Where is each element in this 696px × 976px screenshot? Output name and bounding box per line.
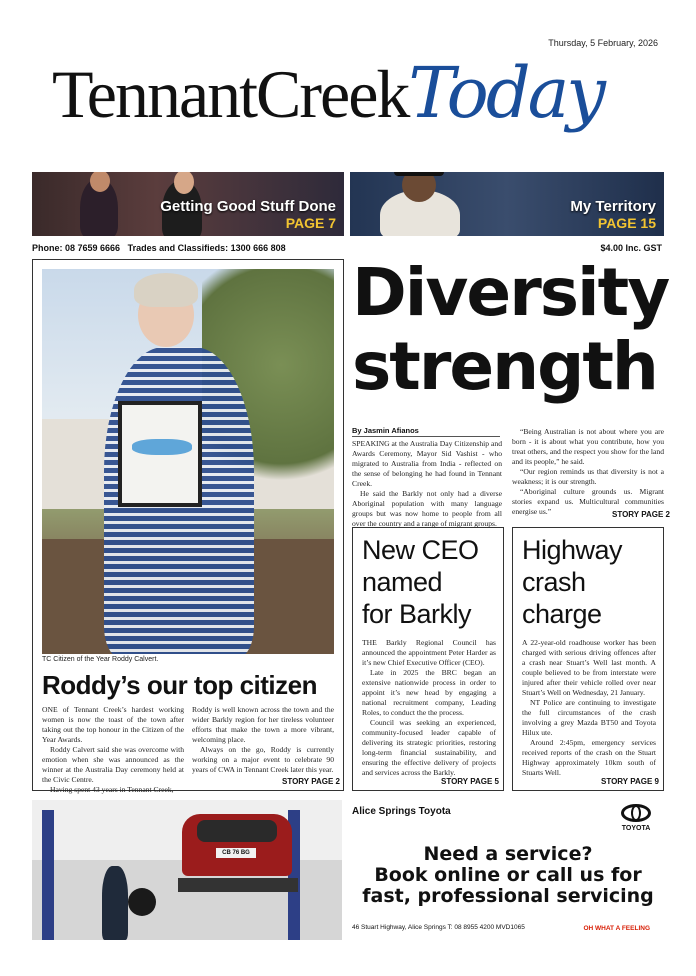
- ceo-headline-line-2: named: [362, 567, 443, 597]
- ceo-headline-line-1: New CEO: [362, 535, 479, 565]
- ceo-para-2: Late in 2025 the BRC began an extensive nationwide process in order to appoint it’s new head by engaging a national recruitment company, Leading Roles, to conduct the the process.: [362, 668, 496, 717]
- highway-headline-line-1: Highway: [522, 535, 623, 565]
- ceo-para-1: THE Barkly Regional Council has announced the appointment Peter Harder as it’s new Chief Executive Officer (CEO).: [362, 638, 496, 667]
- classifieds-number: Trades and Classifieds: 1300 666 808: [127, 243, 286, 253]
- diversity-headline-line-1: Diversity: [352, 254, 669, 331]
- ceo-story-link[interactable]: STORY PAGE 5: [441, 777, 499, 786]
- mechanic-figure: [102, 866, 128, 940]
- diversity-para-5: “Aboriginal culture grounds us. Migrant stories expand us. Multicultural communities energise us.”: [512, 487, 664, 516]
- lead-col-1: [42, 705, 184, 795]
- diversity-col-1: [352, 439, 502, 529]
- lead-photo[interactable]: [42, 269, 334, 654]
- highway-body: [522, 638, 656, 778]
- teaser-my-territory[interactable]: [350, 172, 664, 236]
- hat-icon: [394, 172, 444, 176]
- ad-tagline: OH WHAT A FEELING: [583, 925, 650, 932]
- diversity-para-3: “Being Australian is not about where you are born - it is about what you contribute, how you treat others, and the respect you show for the land and its people,” he said.: [512, 427, 664, 466]
- highway-headline-line-2: crash: [522, 567, 586, 597]
- masthead-tennant-creek: TennantCreek: [52, 56, 409, 132]
- toyota-wordmark: TOYOTA: [621, 825, 651, 832]
- ad-message: [352, 844, 664, 907]
- lead-headline[interactable]: Roddy’s our top citizen: [42, 670, 317, 700]
- diversity-byline: By Jasmin Afianos: [352, 426, 419, 435]
- highway-story-link[interactable]: STORY PAGE 9: [601, 777, 659, 786]
- highway-para-1: A 22-year-old roadhouse worker has been charged with serious driving offences after a crash near Stuart’s Well last month. A couple believed to be from interstate were injured after their vehicle rolled over near Stuart’s Well on Wednesday, 21 January.: [522, 638, 656, 697]
- lead-photo-caption: TC Citizen of the Year Roddy Calvert.: [42, 656, 159, 663]
- masthead-today: Today: [408, 52, 603, 134]
- info-contact: [32, 243, 286, 253]
- toyota-emblem-inner: [631, 805, 641, 821]
- certificate-emblem: [132, 439, 192, 455]
- car-windscreen: [197, 820, 277, 842]
- ad-line-2: Book online or call us for: [374, 864, 642, 886]
- highway-para-2: NT Police are continuing to investigate the full circumstances of the crash involving a grey Mazda BT50 and Toyota Hilux ute.: [522, 698, 656, 737]
- ad-copy[interactable]: [352, 800, 664, 940]
- diversity-headline-line-2: strength: [352, 328, 657, 405]
- byline-rule: [352, 436, 500, 437]
- teaser-title-1: Getting Good Stuff Done: [160, 198, 336, 215]
- highway-para-3: Around 2:45pm, emergency services received reports of the crash on the Stuart Highway approximately 10km south of Stuarts Well.: [522, 738, 656, 777]
- lead-story-link[interactable]: STORY PAGE 2: [282, 777, 340, 786]
- diversity-para-1: SPEAKING at the Australia Day Citizenship and Awards Ceremony, Mayor Sid Vashist - who migrated to Australia from India - reflected on the sense of belonging he had found in Tennant Creek.: [352, 439, 502, 488]
- lead-para-2: Roddy Calvert said she was overcome with emotion when she was announced as the winner at the Australia Day ceremony held at the Civic Centre.: [42, 745, 184, 784]
- teaser-getting-good-stuff-done[interactable]: [32, 172, 344, 236]
- ceo-headline-line-3: for Barkly: [362, 599, 472, 629]
- issue-date: Thursday, 5 February, 2026: [548, 38, 658, 48]
- lead-para-1: ONE of Tennant Creek’s hardest working women is now the toast of the town after taking out the top honour in the Citizen of the Year Awards.: [42, 705, 184, 744]
- hoist-post-left: [42, 810, 54, 940]
- ad-line-1: Need a service?: [423, 843, 593, 865]
- diversity-headline[interactable]: [352, 256, 672, 404]
- lead-para-5: Always on the go, Roddy is currently working on a major event to celebrate 90 years of CWA in Tennant Creek later this year.: [192, 745, 334, 774]
- lead-para-3: Having spent 43 years in Tennant Creek,: [50, 785, 174, 794]
- teaser-title-2: My Territory: [570, 198, 656, 215]
- certificate-frame: [118, 401, 202, 507]
- ad-address: 46 Stuart Highway, Alice Springs T: 08 8955 4200 MVD1065: [352, 924, 525, 931]
- ad-photo-workshop[interactable]: [32, 800, 342, 940]
- cover-price: $4.00 Inc. GST: [600, 243, 662, 253]
- masthead[interactable]: [52, 52, 652, 132]
- diversity-para-2: He said the Barkly not only had a diverse Aboriginal population with many language groups but was now home to people from all over the country and a range of migrant groups.: [352, 489, 502, 528]
- hoist-arm: [178, 878, 298, 892]
- subject-hair: [134, 273, 198, 307]
- phone-number: Phone: 08 7659 6666: [32, 243, 121, 253]
- ceo-para-3: Council was seeking an experienced, community-focused leader capable of delivering its strategic priorities, restoring long-term financial sustainability, and ensuring the effective delivery of projects and services across the Barkly.: [362, 718, 496, 777]
- lead-para-4: Roddy is well known across the town and the wider Barkly region for her tireless volunteer efforts that make the town a more vibrant, welcoming place.: [192, 705, 334, 744]
- ad-line-3: fast, professional servicing: [362, 885, 654, 907]
- toyota-emblem-icon: [621, 804, 651, 822]
- teaser-page-2: PAGE 15: [597, 215, 656, 231]
- teaser-page-1: PAGE 7: [285, 215, 336, 231]
- toyota-logo: [616, 804, 656, 832]
- diversity-story-link[interactable]: STORY PAGE 2: [612, 510, 670, 519]
- car-number-plate: CB 76 BG: [216, 848, 256, 858]
- highway-headline[interactable]: [522, 534, 622, 630]
- ceo-headline[interactable]: [362, 534, 479, 630]
- tyre-icon: [128, 888, 156, 916]
- lead-col-2: [192, 705, 334, 775]
- ceo-body: [362, 638, 496, 778]
- highway-headline-line-3: charge: [522, 599, 602, 629]
- diversity-para-4: “Our region reminds us that diversity is not a weakness; it is our strength.: [512, 467, 664, 486]
- ad-dealer-name: Alice Springs Toyota: [352, 806, 451, 817]
- diversity-col-2: [512, 427, 664, 517]
